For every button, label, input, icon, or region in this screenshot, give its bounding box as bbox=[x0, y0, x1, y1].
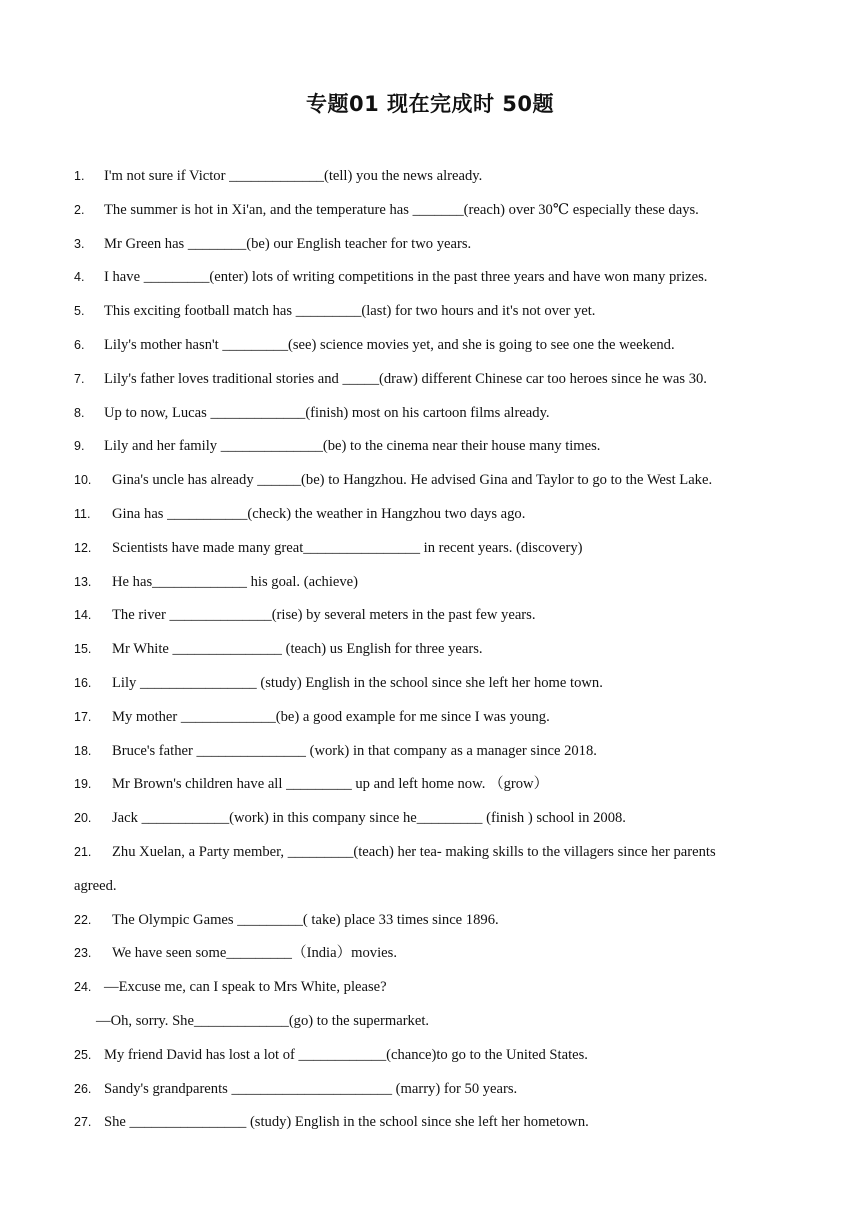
question-text: Jack ____________(work) in this company since he_________ (finish ) school in 2008. bbox=[112, 810, 626, 827]
question-number: 10. bbox=[74, 473, 92, 488]
question-text: Lily's father loves traditional stories and _____(draw) different Chinese car too heroes since he was 30. bbox=[104, 370, 707, 387]
question-text: I'm not sure if Victor _____________(tell) you the news already. bbox=[104, 168, 483, 184]
question-item bbox=[74, 569, 794, 603]
question-number: 8. bbox=[74, 405, 85, 420]
question-number: 12. bbox=[74, 540, 92, 555]
question-text: Lily's mother hasn't _________(see) science movies yet, and she is going to see one the weekend. bbox=[104, 336, 675, 353]
question-number: 21. bbox=[74, 844, 92, 859]
question-text: He has_____________ his goal. (achieve) bbox=[112, 573, 359, 590]
question-item bbox=[74, 1109, 794, 1143]
question-number: 23. bbox=[74, 946, 92, 961]
question-item bbox=[74, 738, 794, 772]
question-number: 15. bbox=[74, 642, 92, 657]
question-item bbox=[74, 433, 794, 467]
question-item bbox=[74, 602, 794, 636]
question-item bbox=[74, 467, 794, 501]
question-item bbox=[74, 163, 794, 197]
question-item bbox=[74, 501, 794, 535]
question-item bbox=[74, 535, 794, 569]
question-item bbox=[74, 264, 794, 298]
question-text: Mr White _______________ (teach) us English for three years. bbox=[112, 641, 483, 658]
question-item bbox=[74, 298, 794, 332]
question-item bbox=[74, 704, 794, 738]
question-number: 27. bbox=[74, 1115, 92, 1130]
question-item bbox=[74, 197, 794, 231]
question-text: Bruce's father _______________ (work) in that company as a manager since 2018. bbox=[112, 742, 597, 759]
question-text: Lily ________________ (study) English in the school since she left her home town. bbox=[112, 674, 603, 691]
question-item bbox=[74, 940, 794, 974]
question-text: We have seen some_________（India）movies. bbox=[112, 945, 397, 962]
question-text: Gina has ___________(check) the weather in Hangzhou two days ago. bbox=[112, 505, 526, 522]
question-number: 26. bbox=[74, 1081, 92, 1096]
question-text: Sandy's grandparents ______________________ (marry) for 50 years. bbox=[104, 1080, 518, 1097]
question-number: 5. bbox=[74, 304, 85, 319]
question-text: The summer is hot in Xi'an, and the temperature has _______(reach) over 30℃ especially these days. bbox=[104, 201, 699, 218]
question-number: 18. bbox=[74, 743, 92, 758]
question-item bbox=[74, 332, 794, 366]
question-item bbox=[74, 771, 794, 805]
question-text: The Olympic Games _________( take) place 33 times since 1896. bbox=[112, 911, 499, 928]
question-text: Gina's uncle has already ______(be) to Hangzhou. He advised Gina and Taylor to go to the West Lake. bbox=[112, 472, 713, 489]
question-text: Lily and her family ______________(be) to the cinema near their house many times. bbox=[104, 438, 601, 455]
question-text: Zhu Xuelan, a Party member, _________(teach) her tea- making skills to the villagers since her parents bbox=[112, 843, 716, 860]
question-text: Up to now, Lucas _____________(finish) most on his cartoon films already. bbox=[104, 404, 550, 421]
question-number: 11. bbox=[74, 506, 91, 521]
question-text: —Excuse me, can I speak to Mrs White, please? bbox=[104, 979, 387, 996]
question-number: 24. bbox=[74, 980, 92, 995]
question-item bbox=[74, 400, 794, 434]
question-text: The river ______________(rise) by several meters in the past few years. bbox=[112, 607, 536, 624]
question-number: 2. bbox=[74, 202, 85, 217]
question-text: My friend David has lost a lot of ____________(chance)to go to the United States. bbox=[104, 1046, 588, 1063]
question-number: 13. bbox=[74, 574, 92, 589]
question-number: 4. bbox=[74, 270, 85, 285]
question-text: Mr Brown's children have all _________ up and left home now. （grow） bbox=[112, 776, 549, 793]
question-item bbox=[74, 670, 794, 704]
question-number: 14. bbox=[74, 608, 92, 623]
question-text: This exciting football match has _________(last) for two hours and it's not over yet. bbox=[104, 303, 596, 320]
question-item bbox=[74, 907, 794, 941]
question-number: 16. bbox=[74, 675, 92, 690]
question-text: Scientists have made many great________________ in recent years. (discovery) bbox=[112, 539, 583, 556]
question-text: Mr Green has ________(be) our English teacher for two years. bbox=[104, 235, 472, 252]
question-item bbox=[74, 805, 794, 839]
question-continuation: —Oh, sorry. She_____________(go) to the supermarket. bbox=[96, 1012, 430, 1029]
question-number: 22. bbox=[74, 912, 92, 927]
question-item bbox=[74, 974, 794, 1008]
question-item bbox=[74, 1042, 794, 1076]
question-text: My mother _____________(be) a good example for me since I was young. bbox=[112, 708, 550, 725]
page-title: 专题01 现在完成时 50题 bbox=[305, 92, 555, 116]
question-item bbox=[74, 839, 794, 873]
question-number: 9. bbox=[74, 439, 85, 454]
question-list bbox=[74, 163, 794, 1143]
question-number: 19. bbox=[74, 777, 92, 792]
question-item bbox=[74, 636, 794, 670]
question-number: 7. bbox=[74, 371, 85, 386]
question-number: 25. bbox=[74, 1047, 92, 1062]
question-number: 3. bbox=[74, 236, 85, 251]
question-number: 6. bbox=[74, 337, 85, 352]
question-number: 20. bbox=[74, 811, 92, 826]
question-number: 17. bbox=[74, 709, 92, 724]
question-item bbox=[74, 1076, 794, 1110]
question-continuation: agreed. bbox=[74, 877, 117, 894]
question-number: 1. bbox=[74, 169, 85, 183]
question-text: I have _________(enter) lots of writing competitions in the past three years and have won many prizes. bbox=[104, 269, 708, 286]
question-text: She ________________ (study) English in the school since she left her hometown. bbox=[104, 1114, 589, 1131]
question-item bbox=[74, 231, 794, 265]
question-item bbox=[74, 366, 794, 400]
